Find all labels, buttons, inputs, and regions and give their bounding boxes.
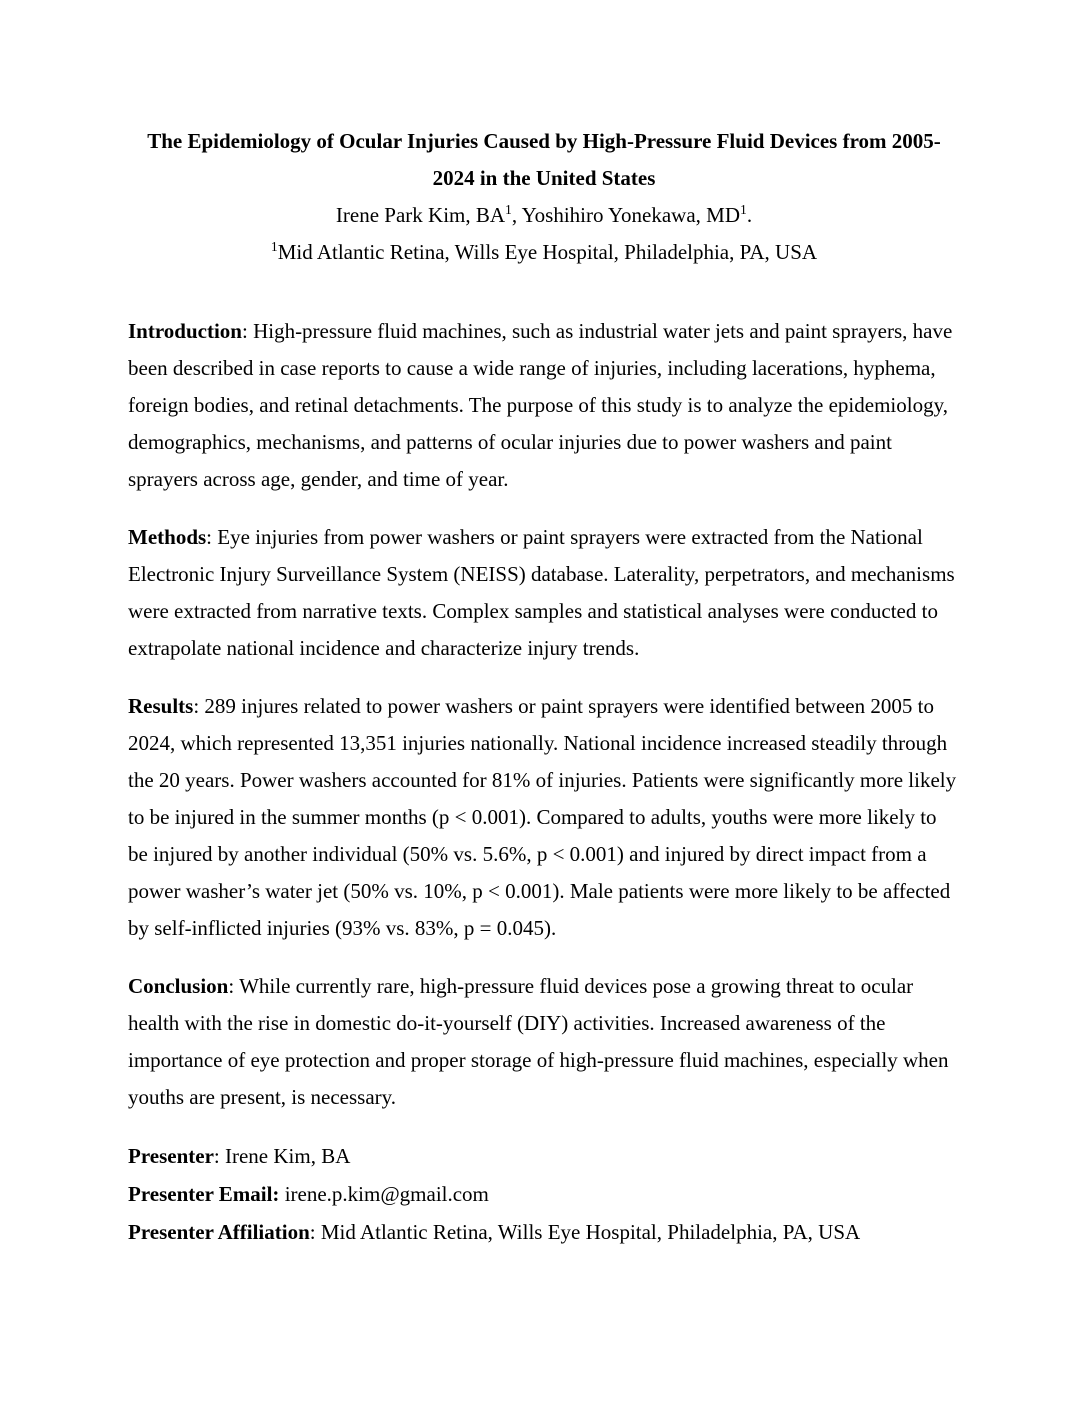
section-conclusion <box>128 968 960 1116</box>
author-1: Irene Park Kim, BA <box>335 203 506 227</box>
author-2-superscript: 1 <box>740 202 747 217</box>
author-1-superscript: 1 <box>505 202 512 217</box>
header-block <box>128 123 960 271</box>
authors-end-period: . <box>746 203 753 227</box>
results-text: : 289 injures related to power washers or paint sprayers were identified between 2005 to 2024, which represented 13,351 injuries nationally. National incidence increased steadily through the 20 years. Power washers accounted for 81% of injuries. Patients were significantly more likely to be injured in the summer months (p < 0.001). Compared to adults, youths were more likely to be injured by another individual (50% vs. 5.6%, p < 0.001) and injured by direct impact from a power washer’s water jet (50% vs. 10%, p < 0.001). Male patients were more likely to be affected by self-inflicted injuries (93% vs. 83%, p = 0.045). <box>128 694 957 940</box>
methods-text: : Eye injuries from power washers or paint sprayers were extracted from the National Electronic Injury Surveillance System (NEISS) database. Laterality, perpetrators, and mechanisms were extracted from narrative texts. Complex samples and statistical analyses were conducted to extrapolate national incidence and characterize injury trends. <box>128 525 955 660</box>
introduction-label: Introduction <box>128 319 242 343</box>
presenter-affiliation-line <box>128 1213 960 1251</box>
author-2: , Yoshihiro Yonekawa, MD <box>511 203 740 227</box>
conclusion-label: Conclusion <box>128 974 229 998</box>
presenter-name-line <box>128 1137 960 1175</box>
authors-line <box>128 197 960 234</box>
introduction-text: : High-pressure fluid machines, such as industrial water jets and paint sprayers, have been described in case reports to cause a wide range of injuries, including lacerations, hyphema, foreign bodies, and retinal detachments. The purpose of this study is to analyze the epidemiology, demographics, mechanisms, and patterns of ocular injuries due to power washers and paint sprayers across age, gender, and time of year. <box>128 319 953 491</box>
presenter-affiliation-label: Presenter Affiliation <box>128 1220 310 1244</box>
methods-label: Methods <box>128 525 207 549</box>
presenter-block <box>128 1137 960 1251</box>
presenter-label: Presenter <box>128 1144 214 1168</box>
presenter-email: irene.p.kim@gmail.com <box>279 1182 489 1206</box>
affiliation-text: Mid Atlantic Retina, Wills Eye Hospital, Philadelphia, PA, USA <box>277 240 818 264</box>
conclusion-text: : While currently rare, high-pressure fluid devices pose a growing threat to ocular health with the rise in domestic do-it-yourself (DIY) activities. Increased awareness of the importance of eye protection and proper storage of high-pressure fluid machines, especially when youths are present, is necessary. <box>128 974 949 1109</box>
section-introduction <box>128 313 960 498</box>
paper-title-line-1: The Epidemiology of Ocular Injuries Caused by High-Pressure Fluid Devices from 2005- <box>147 129 941 153</box>
presenter-email-line <box>128 1175 960 1213</box>
section-results <box>128 688 960 947</box>
affiliation-superscript: 1 <box>270 239 278 254</box>
presenter-email-label: Presenter Email: <box>128 1182 280 1206</box>
paper-title-line-2: 2024 in the United States <box>432 166 656 190</box>
results-label: Results <box>128 694 194 718</box>
affiliation-line <box>128 234 960 271</box>
section-methods <box>128 519 960 667</box>
presenter-name: : Irene Kim, BA <box>213 1144 351 1168</box>
presenter-affiliation: : Mid Atlantic Retina, Wills Eye Hospital, Philadelphia, PA, USA <box>309 1220 861 1244</box>
